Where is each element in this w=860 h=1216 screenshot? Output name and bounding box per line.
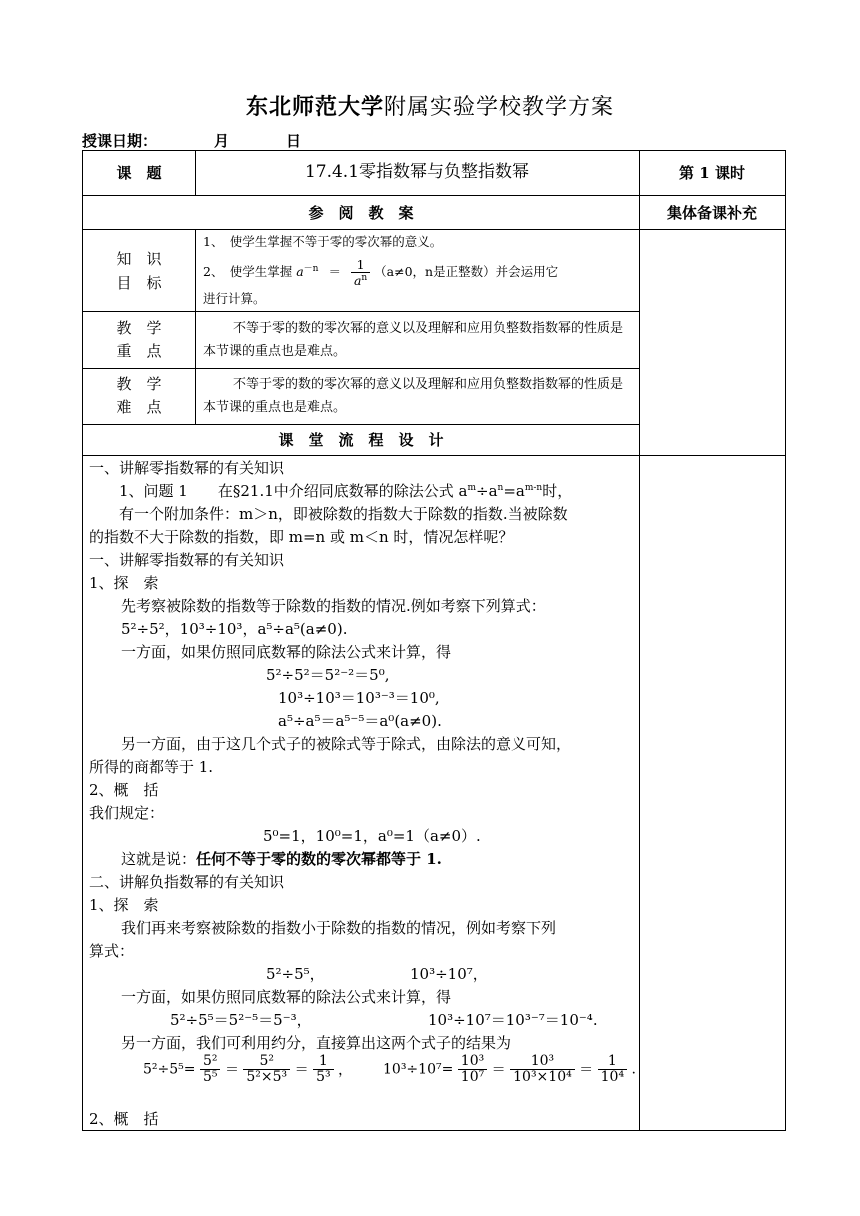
fraction: $\frac{1}{\text{10⁴}}$ (598, 1054, 627, 1085)
month-label: 月 (214, 132, 230, 150)
collective-label: 集体备课补充 (666, 204, 757, 222)
calc-line-4: 5²÷5⁵＝5²⁻⁵＝5⁻³， (170, 1011, 312, 1029)
day-label: 日 (286, 132, 302, 150)
define-line: 5⁰=1，10⁰=1，a⁰=1（a≠0）. (263, 827, 481, 845)
divider (83, 368, 639, 369)
question-1-line-a: 1、问题 1 在§21.1中介绍同底数幂的除法公式 $a^m\div a^n=a^{m-n}$时， (119, 482, 573, 500)
subject-value: 17.4.1零指数幂与负整指数幂 (304, 162, 530, 182)
summary-1-heading: 2、概 括 (89, 781, 159, 799)
explore-1-text: 先考察被除数的指数等于除数的指数的情况.例如考察下列算式： (121, 597, 546, 615)
section-1-title: 一、讲解零指数幂的有关知识 (89, 459, 285, 477)
section-2-title: 二、讲解负指数幂的有关知识 (89, 873, 285, 891)
knowledge-goal-2: 2、 使学生掌握 $a^{-n}$ ＝ $\frac{1}{a^n}$ （a≠0，n是正整数）并会运用它 (203, 257, 559, 288)
divider (83, 455, 785, 456)
flow-label: 课 堂 流 程 设 计 (278, 431, 444, 449)
knowledge-goal-3: 进行计算。 (203, 291, 266, 306)
fraction: $\frac{\text{10³}}{\text{10⁷}}$ (458, 1054, 487, 1085)
divider (83, 195, 785, 196)
document-title (0, 90, 860, 121)
one-side-2: 一方面，如果仿照同底数幂的除法公式来计算，得 (121, 988, 452, 1006)
knowledge-fraction: $\frac{1}{a^n}$ (351, 257, 370, 288)
knowledge-label: 知 识 目 标 (116, 250, 162, 292)
date-line (82, 130, 326, 151)
difficulties-text: 不等于零的数的零次幂的意义以及理解和应用负整数指数幂的性质是本节课的重点也是难点。 (203, 377, 624, 415)
question-1-line-b: 有一个附加条件：m＞n，即被除数的指数大于除数的指数.当被除数 (119, 505, 568, 523)
divider (83, 424, 639, 425)
question-1-line-c: 的指数不大于除数的指数，即 m=n 或 m＜n 时，情况怎样呢？ (89, 528, 514, 546)
other-side-1: 另一方面，由于这几个式子的被除式等于除式，由除法的意义可知， (121, 735, 572, 753)
calc-line-1: 5²÷5²＝5²⁻²＝5⁰, (266, 666, 390, 684)
calc-line-2: 10³÷10³＝10³⁻³＝10⁰, (278, 689, 440, 707)
title-school: 东北师范大学 (245, 94, 384, 120)
subject-label: 课 题 (116, 164, 162, 182)
date-label: 授课日期： (82, 132, 158, 150)
other-side-2: 另一方面，我们可利用约分，直接算出这两个式子的结果为 (121, 1034, 512, 1052)
lesson-count: 第 1 课时 (679, 164, 745, 182)
explore-2-text: 我们再来考察被除数的指数小于除数的指数的情况，例如考察下列 (121, 919, 557, 937)
calc-line-3: a⁵÷a⁵＝a⁵⁻⁵＝a⁰(a≠0). (278, 712, 442, 730)
fraction: $\frac{\text{5²}}{\text{5²×5³}}$ (243, 1054, 290, 1085)
key-points-text: 不等于零的数的零次幂的意义以及理解和应用负整数指数幂的性质是本节课的重点也是难点。 (203, 321, 624, 359)
calc-line-5: 10³÷10⁷＝10³⁻⁷＝10⁻⁴. (428, 1011, 598, 1029)
that-is-line: 这就是说：任何不等于零的数的零次幂都等于 1. (121, 850, 442, 868)
example-1-line: 5²÷5²，10³÷10³，a⁵÷a⁵(a≠0). (121, 620, 348, 638)
ref-plan-label: 参 阅 教 案 (308, 204, 414, 222)
example-2-a: 5²÷5⁵， (266, 965, 325, 983)
title-rest: 附属实验学校教学方案 (384, 95, 615, 120)
one-side-1: 一方面，如果仿照同底数幂的除法公式来计算，得 (121, 643, 452, 661)
fraction-equation-2: 10³÷10⁷= $\frac{\text{10³}}{\text{10⁷}}$ ＝ $\frac{\text{10³}}{\text{10³×10⁴}}$ ＝ $\frac{1}{\text{10⁴}}$ . (383, 1053, 636, 1085)
explore-2-text-b: 算式： (89, 942, 135, 960)
fraction: $\frac{\text{10³}}{\text{10³×10⁴}}$ (510, 1054, 575, 1085)
divider (83, 311, 639, 312)
example-2-b: 10³÷10⁷， (410, 965, 488, 983)
fraction-equation-1: 5²÷5⁵= $\frac{\text{5²}}{\text{5⁵}}$ ＝ $\frac{\text{5²}}{\text{5²×5³}}$ ＝ $\frac{1}{\text{5³}}$ ， (143, 1053, 353, 1085)
difficulties-label: 教 学 难 点 (116, 375, 162, 416)
explore-2-heading: 1、探 索 (89, 896, 159, 914)
section-1-title-repeat: 一、讲解零指数幂的有关知识 (89, 551, 285, 569)
divider (195, 229, 196, 424)
knowledge-goal-1: 1、 使学生掌握不等于零的零次幂的意义。 (203, 234, 443, 249)
divider (639, 151, 640, 1131)
fraction: $\frac{\text{5²}}{\text{5⁵}}$ (200, 1054, 221, 1085)
summary-2-heading: 2、概 括 (89, 1110, 159, 1128)
we-define: 我们规定： (89, 804, 165, 822)
key-points-label: 教 学 重 点 (116, 319, 162, 360)
explore-1-heading: 1、探 索 (89, 574, 159, 592)
other-side-1b: 所得的商都等于 1. (89, 758, 214, 776)
fraction: $\frac{1}{\text{5³}}$ (313, 1054, 334, 1085)
lesson-plan-table (82, 150, 786, 1131)
